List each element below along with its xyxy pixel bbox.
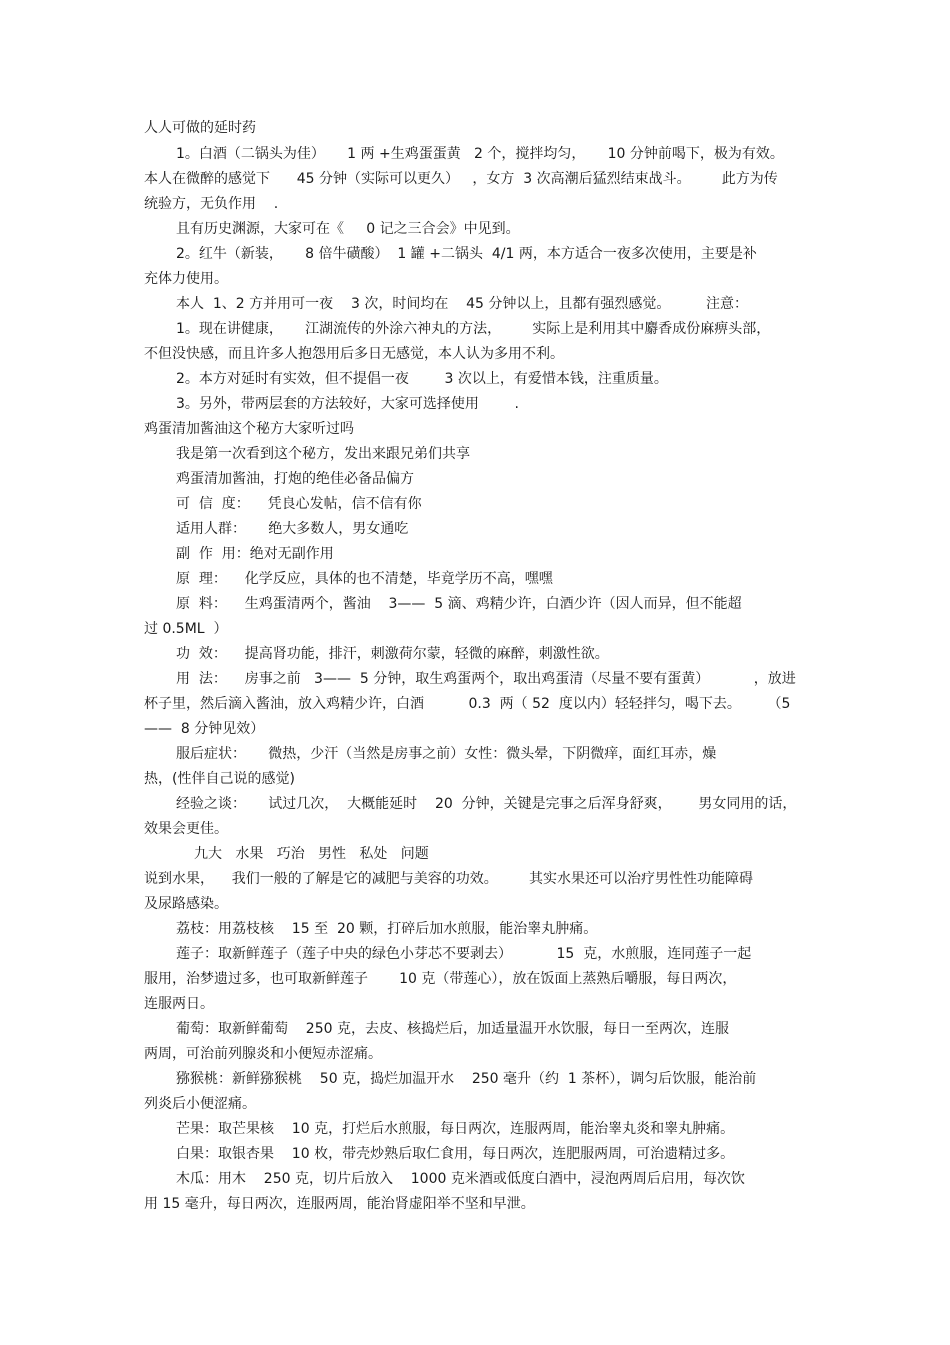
paragraph-line: 本人 1、2 方并用可一夜 3 次，时间均在 45 分钟以上，且都有强烈感觉。 注意： [176,296,748,312]
paragraph-line: 不但没快感，而且许多人抱怨用后多日无感觉，本人认为多用不利。 [144,346,564,362]
paragraph-line: 1。现在讲健康， 江湖流传的外涂六神丸的方法， 实际上是利用其中麝香成份麻痹头部， [176,321,771,337]
paragraph-line: 功 效： 提高肾功能，排汗，刺激荷尔蒙，轻微的麻醉，刺激性欲。 [176,646,609,662]
section-heading: 九大 水果 巧治 男性 私处 问题 [194,846,429,862]
paragraph-line: 效果会更佳。 [144,821,228,837]
paragraph-line: 统验方，无负作用 . [144,196,279,212]
paragraph-line: 鸡蛋清加酱油，打炮的绝佳必备品偏方 [176,471,414,487]
paragraph-line: 过 0.5ML ） [144,621,228,637]
paragraph-line: 可 信 度： 凭良心发帖，信不信有你 [176,496,422,512]
paragraph-line: 白果：取银杏果 10 枚，带壳炒熟后取仁食用，每日两次，连肥服两周，可治遗精过多。 [176,1146,735,1162]
paragraph-line: 葡萄：取新鲜葡萄 250 克，去皮、核捣烂后，加适量温开水饮服，每日一至两次，连服 [176,1021,729,1037]
paragraph-line: 3。另外，带两层套的方法较好，大家可选择使用 . [176,396,519,412]
paragraph-line: 猕猴桃：新鲜猕猴桃 50 克，捣烂加温开水 250 毫升（约 1 茶杯），调匀后饮服，能治前 [176,1071,757,1087]
paragraph-line: 副 作 用：绝对无副作用 [176,546,334,562]
paragraph-line: 充体力使用。 [144,271,228,287]
paragraph-line: 服后症状： 微热，少汗（当然是房事之前）女性：微头晕，下阴微痒，面红耳赤，燥 [176,746,717,762]
paragraph-line: 杯子里，然后滴入酱油，放入鸡精少许，白酒 0.3 两（ 52 度以内）轻轻拌匀，喝下去。 （5 [144,696,791,712]
paragraph-line: 连服两日。 [144,996,214,1012]
paragraph-line: 两周，可治前列腺炎和小便短赤涩痛。 [144,1046,382,1062]
paragraph-line: 2。红牛（新装， 8 倍牛磺酸） 1 罐 +二锅头 4/1 两，本方适合一夜多次使用，主要是补 [176,246,757,262]
paragraph-line: 热，(性伴自己说的感觉) [144,771,295,787]
paragraph-line: 荔枝：用荔枝核 15 至 20 颗，打碎后加水煎服，能治睾丸肿痛。 [176,921,598,937]
paragraph-line: 木瓜：用木 250 克，切片后放入 1000 克米酒或低度白酒中，浸泡两周后启用，每次饮 [176,1171,745,1187]
paragraph-line: 芒果：取芒果核 10 克，打烂后水煎服，每日两次，连服两周，能治睾丸炎和睾丸肿痛。 [176,1121,735,1137]
paragraph-line: 及尿路感染。 [144,896,228,912]
paragraph-line: 且有历史渊源，大家可在《 0 记之三合会》中见到。 [176,221,520,237]
paragraph-line: 本人在微醉的感觉下 45 分钟（实际可以更久） ，女方 3 次高潮后猛烈结束战斗。 此方为传 [144,171,778,187]
paragraph-line: 列炎后小便涩痛。 [144,1096,256,1112]
paragraph-line: 原 理： 化学反应，具体的也不清楚，毕竟学历不高，嘿嘿 [176,571,553,587]
paragraph-line: 我是第一次看到这个秘方，发出来跟兄弟们共享 [176,446,470,462]
paragraph-line: —— 8 分钟见效） [144,721,265,737]
paragraph-line: 说到水果， 我们一般的了解是它的减肥与美容的功效。 其实水果还可以治疗男性性功能障碍 [144,871,753,887]
paragraph-line: 适用人群： 绝大多数人，男女通吃 [176,521,409,537]
paragraph-line: 经验之谈： 试过几次， 大概能延时 20 分钟，关键是完事之后浑身舒爽， 男女同用的话， [176,796,797,812]
paragraph-line: 莲子：取新鲜莲子（莲子中央的绿色小芽芯不要剥去） 15 克，水煎服，连同莲子一起 [176,946,752,962]
paragraph-line: 原 料： 生鸡蛋清两个，酱油 3—— 5 滴、鸡精少许，白酒少许（因人而异，但不能超 [176,596,742,612]
paragraph-line: 2。本方对延时有实效，但不提倡一夜 3 次以上，有爱惜本钱，注重质量。 [176,371,668,387]
doc-title: 人人可做的延时药 [144,120,256,136]
paragraph-line: 1。白酒（二锅头为佳） 1 两 +生鸡蛋蛋黄 2 个，搅拌均匀， 10 分钟前喝下，极为有效。 [176,146,784,162]
paragraph-line: 用 法： 房事之前 3—— 5 分钟，取生鸡蛋两个，取出鸡蛋清（尽量不要有蛋黄） ，放进 [176,671,796,687]
section-heading: 鸡蛋清加酱油这个秘方大家听过吗 [144,421,354,437]
paragraph-line: 用 15 毫升，每日两次，连服两周，能治肾虚阳举不坚和早泄。 [144,1196,535,1212]
paragraph-line: 服用，治梦遗过多，也可取新鲜莲子 10 克（带莲心），放在饭面上蒸熟后嚼服，每日两次， [144,971,737,987]
